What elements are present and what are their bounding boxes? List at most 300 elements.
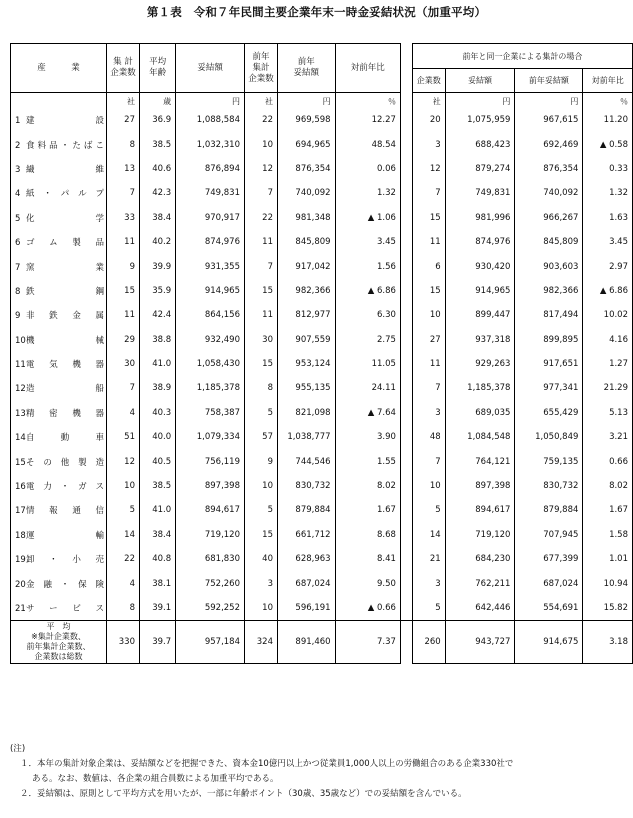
amount-cell: 681,830: [176, 547, 245, 571]
age-cell: 38.9: [140, 376, 176, 400]
prev-companies-cell: 15: [245, 279, 278, 303]
yoy-cell: 24.11: [335, 376, 400, 400]
same-yoy-cell: 1.58: [583, 523, 633, 547]
same-yoy-cell: 1.67: [583, 498, 633, 522]
column-gap: [400, 279, 412, 303]
table-row: [11, 303, 633, 327]
industry-name: 窯 業: [26, 262, 104, 273]
prev-companies-cell: 10: [245, 132, 278, 156]
same-amount-cell: 688,423: [445, 132, 515, 156]
same-amount-cell: 879,274: [445, 157, 515, 181]
same-prev-amount-cell: 977,341: [515, 376, 583, 400]
note-2: ２．妥結額は、原則として平均方式を用いたが、一部に年齢ポイント（30歳、35歳など）での妥結額を含んでいる。: [20, 789, 467, 799]
table-row: [11, 181, 633, 205]
col-group-same-companies: 前年と同一企業による集計の場合: [412, 44, 632, 69]
prev-amount-cell: 879,884: [278, 498, 336, 522]
col-header-amount: 妥結額: [176, 44, 245, 93]
industry-cell: [11, 157, 107, 181]
average-amount: 957,184: [176, 621, 245, 664]
same-yoy-cell: 0.33: [583, 157, 633, 181]
amount-cell: 1,088,584: [176, 108, 245, 132]
amount-cell: 1,058,430: [176, 352, 245, 376]
age-cell: 41.0: [140, 352, 176, 376]
amount-cell: 864,156: [176, 303, 245, 327]
same-prev-amount-cell: 677,399: [515, 547, 583, 571]
same-companies-cell: 5: [412, 498, 445, 522]
prev-amount-cell: 969,598: [278, 108, 336, 132]
industry-cell: [11, 132, 107, 156]
amount-cell: 749,831: [176, 181, 245, 205]
unit-cell: 円: [515, 93, 583, 109]
column-gap: [400, 181, 412, 205]
same-companies-cell: 11: [412, 352, 445, 376]
same-companies-cell: 7: [412, 181, 445, 205]
industry-number: 2: [15, 140, 21, 151]
same-amount-cell: 899,447: [445, 303, 515, 327]
industry-name: 化 学: [26, 213, 104, 224]
age-cell: 40.3: [140, 401, 176, 425]
prev-amount-cell: 596,191: [278, 596, 336, 621]
prev-amount-cell: 1,038,777: [278, 425, 336, 449]
industry-number: 6: [15, 238, 21, 249]
prev-companies-cell: 9: [245, 449, 278, 473]
same-companies-cell: 10: [412, 303, 445, 327]
unit-cell: 社: [245, 93, 278, 109]
same-yoy-cell: 3.21: [583, 425, 633, 449]
prev-companies-cell: 22: [245, 206, 278, 230]
industry-name: 建 設: [26, 116, 104, 127]
industry-number: 20: [15, 579, 26, 590]
companies-cell: 12: [107, 449, 140, 473]
industry-name: 機 械: [26, 335, 104, 346]
industry-cell: [11, 303, 107, 327]
column-gap: [400, 108, 412, 132]
same-amount-cell: 642,446: [445, 596, 515, 621]
industry-cell: [11, 547, 107, 571]
industry-name: 紙・パルプ: [26, 189, 104, 200]
same-prev-amount-cell: 687,024: [515, 571, 583, 595]
column-gap: [400, 254, 412, 278]
companies-cell: 30: [107, 352, 140, 376]
unit-cell: [11, 93, 107, 109]
column-gap: [400, 425, 412, 449]
column-gap: [400, 206, 412, 230]
amount-cell: 719,120: [176, 523, 245, 547]
prev-companies-cell: 8: [245, 376, 278, 400]
same-prev-amount-cell: 879,884: [515, 498, 583, 522]
industry-number: 17: [15, 506, 26, 517]
same-prev-amount-cell: 707,945: [515, 523, 583, 547]
amount-cell: 1,032,310: [176, 132, 245, 156]
table-row: [11, 376, 633, 400]
industry-cell: [11, 181, 107, 205]
note-1: １．本年の集計対象企業は、妥結額などを把握できた、資本金10億円以上かつ従業員1,000人以上の労働組合のある企業330社で: [20, 759, 514, 769]
industry-number: 12: [15, 384, 26, 395]
same-amount-cell: 981,996: [445, 206, 515, 230]
industry-name: 繊 維: [26, 164, 104, 175]
same-prev-amount-cell: 759,135: [515, 449, 583, 473]
notes: [10, 742, 625, 802]
same-prev-amount-cell: 1,050,849: [515, 425, 583, 449]
column-gap: [400, 401, 412, 425]
prev-amount-cell: 876,354: [278, 157, 336, 181]
companies-cell: 14: [107, 523, 140, 547]
industry-cell: [11, 596, 107, 621]
industry-name: その他製造: [26, 457, 104, 468]
table-row: [11, 254, 633, 278]
yoy-cell: ▲ 6.86: [335, 279, 400, 303]
prev-companies-cell: 7: [245, 254, 278, 278]
industry-number: 3: [15, 164, 21, 175]
table-row: [11, 474, 633, 498]
table-row: [11, 401, 633, 425]
age-cell: 40.0: [140, 425, 176, 449]
industry-cell: [11, 425, 107, 449]
age-cell: 38.5: [140, 474, 176, 498]
companies-cell: 33: [107, 206, 140, 230]
same-yoy-cell: 2.97: [583, 254, 633, 278]
age-cell: 35.9: [140, 279, 176, 303]
same-amount-cell: 1,075,959: [445, 108, 515, 132]
average-age: 39.7: [140, 621, 176, 664]
prev-amount-cell: 981,348: [278, 206, 336, 230]
yoy-cell: 6.30: [335, 303, 400, 327]
column-gap: [400, 132, 412, 156]
yoy-cell: 1.55: [335, 449, 400, 473]
average-label: 平 均 ※集計企業数、 前年集計企業数、 企業数は総数: [11, 621, 107, 664]
industry-number: 15: [15, 457, 26, 468]
table-row: [11, 108, 633, 132]
same-yoy-cell: 1.27: [583, 352, 633, 376]
prev-amount-cell: 982,366: [278, 279, 336, 303]
same-prev-amount-cell: 917,651: [515, 352, 583, 376]
column-gap: [400, 449, 412, 473]
table-row: [11, 206, 633, 230]
companies-cell: 15: [107, 279, 140, 303]
same-prev-amount-cell: 740,092: [515, 181, 583, 205]
industry-name: 卸・小売: [26, 555, 104, 566]
same-companies-cell: 15: [412, 206, 445, 230]
companies-cell: 13: [107, 157, 140, 181]
table-row: [11, 523, 633, 547]
industry-cell: [11, 571, 107, 595]
amount-cell: 970,917: [176, 206, 245, 230]
industry-cell: [11, 498, 107, 522]
yoy-cell: 2.75: [335, 328, 400, 352]
col-header-same-yoy: 対前年比: [583, 69, 633, 93]
industry-number: 8: [15, 286, 21, 297]
industry-cell: [11, 254, 107, 278]
age-cell: 40.2: [140, 230, 176, 254]
same-companies-cell: 3: [412, 132, 445, 156]
table-row: [11, 157, 633, 181]
note-1-continued: ある。なお、数値は、各企業の組合員数による加重平均である。: [32, 774, 279, 784]
prev-amount-cell: 917,042: [278, 254, 336, 278]
amount-cell: 897,398: [176, 474, 245, 498]
same-amount-cell: 764,121: [445, 449, 515, 473]
prev-companies-cell: 30: [245, 328, 278, 352]
same-prev-amount-cell: 967,615: [515, 108, 583, 132]
industry-name: ゴム製品: [26, 238, 104, 249]
industry-number: 7: [15, 262, 21, 273]
prev-amount-cell: 694,965: [278, 132, 336, 156]
industry-name: 非鉄金属: [26, 311, 104, 322]
age-cell: 38.4: [140, 206, 176, 230]
same-companies-cell: 5: [412, 596, 445, 621]
yoy-cell: 1.32: [335, 181, 400, 205]
same-amount-cell: 937,318: [445, 328, 515, 352]
yoy-cell: 3.45: [335, 230, 400, 254]
industry-name: 電気機器: [26, 360, 104, 371]
same-companies-cell: 14: [412, 523, 445, 547]
same-companies-cell: 12: [412, 157, 445, 181]
industry-cell: [11, 108, 107, 132]
prev-companies-cell: 11: [245, 230, 278, 254]
age-cell: 41.0: [140, 498, 176, 522]
same-amount-cell: 719,120: [445, 523, 515, 547]
same-amount-cell: 1,185,378: [445, 376, 515, 400]
age-cell: 38.8: [140, 328, 176, 352]
column-gap: [400, 498, 412, 522]
companies-cell: 29: [107, 328, 140, 352]
same-companies-cell: 15: [412, 279, 445, 303]
companies-cell: 4: [107, 571, 140, 595]
same-amount-cell: 930,420: [445, 254, 515, 278]
average-same-amount: 943,727: [445, 621, 515, 664]
same-yoy-cell: 4.16: [583, 328, 633, 352]
col-header-prev-companies: 前年 集計 企業数: [245, 44, 278, 93]
table-row: [11, 230, 633, 254]
prev-companies-cell: 5: [245, 498, 278, 522]
industry-number: 14: [15, 433, 26, 444]
column-gap: [400, 328, 412, 352]
yoy-cell: 0.06: [335, 157, 400, 181]
prev-companies-cell: 10: [245, 474, 278, 498]
companies-cell: 51: [107, 425, 140, 449]
unit-row: [11, 93, 633, 109]
same-amount-cell: 749,831: [445, 181, 515, 205]
amount-cell: 914,965: [176, 279, 245, 303]
companies-cell: 7: [107, 376, 140, 400]
prev-companies-cell: 12: [245, 157, 278, 181]
table-row: [11, 328, 633, 352]
industry-cell: [11, 279, 107, 303]
prev-amount-cell: 955,135: [278, 376, 336, 400]
same-prev-amount-cell: 830,732: [515, 474, 583, 498]
unit-cell: 円: [445, 93, 515, 109]
same-companies-cell: 48: [412, 425, 445, 449]
companies-cell: 8: [107, 596, 140, 621]
prev-amount-cell: 821,098: [278, 401, 336, 425]
companies-cell: 10: [107, 474, 140, 498]
yoy-cell: 8.68: [335, 523, 400, 547]
industry-cell: [11, 352, 107, 376]
same-prev-amount-cell: 966,267: [515, 206, 583, 230]
age-cell: 42.3: [140, 181, 176, 205]
same-yoy-cell: 15.82: [583, 596, 633, 621]
yoy-cell: 12.27: [335, 108, 400, 132]
prev-amount-cell: 907,559: [278, 328, 336, 352]
table-row: [11, 279, 633, 303]
same-yoy-cell: 1.32: [583, 181, 633, 205]
yoy-cell: 11.05: [335, 352, 400, 376]
prev-companies-cell: 15: [245, 523, 278, 547]
industry-name: 情報通信: [26, 506, 104, 517]
same-amount-cell: 914,965: [445, 279, 515, 303]
prev-amount-cell: 744,546: [278, 449, 336, 473]
average-same-companies: 260: [412, 621, 445, 664]
same-prev-amount-cell: 692,469: [515, 132, 583, 156]
amount-cell: 931,355: [176, 254, 245, 278]
column-gap: [400, 596, 412, 621]
column-gap: [400, 44, 412, 93]
companies-cell: 5: [107, 498, 140, 522]
yoy-cell: 3.90: [335, 425, 400, 449]
table-row: [11, 596, 633, 621]
companies-cell: 27: [107, 108, 140, 132]
same-companies-cell: 3: [412, 401, 445, 425]
same-yoy-cell: 10.94: [583, 571, 633, 595]
col-header-prev-amount: 前年 妥結額: [278, 44, 336, 93]
companies-cell: 8: [107, 132, 140, 156]
prev-amount-cell: 740,092: [278, 181, 336, 205]
industry-cell: [11, 206, 107, 230]
column-gap: [400, 621, 412, 664]
yoy-cell: ▲ 7.64: [335, 401, 400, 425]
column-gap: [400, 303, 412, 327]
age-cell: 40.8: [140, 547, 176, 571]
same-yoy-cell: ▲ 0.58: [583, 132, 633, 156]
unit-cell: ％: [335, 93, 400, 109]
prev-companies-cell: 3: [245, 571, 278, 595]
average-same-prev-amount: 914,675: [515, 621, 583, 664]
industry-number: 10: [15, 335, 26, 346]
age-cell: 42.4: [140, 303, 176, 327]
column-gap: [400, 230, 412, 254]
amount-cell: 932,490: [176, 328, 245, 352]
table-row: [11, 132, 633, 156]
industry-number: 16: [15, 482, 26, 493]
industry-number: 4: [15, 189, 21, 200]
same-prev-amount-cell: 655,429: [515, 401, 583, 425]
companies-cell: 9: [107, 254, 140, 278]
yoy-cell: ▲ 0.66: [335, 596, 400, 621]
column-gap: [400, 157, 412, 181]
same-companies-cell: 21: [412, 547, 445, 571]
column-gap: [400, 474, 412, 498]
companies-cell: 7: [107, 181, 140, 205]
age-cell: 40.5: [140, 449, 176, 473]
same-companies-cell: 7: [412, 449, 445, 473]
yoy-cell: 8.02: [335, 474, 400, 498]
same-yoy-cell: 3.45: [583, 230, 633, 254]
industry-number: 1: [15, 116, 21, 127]
industry-cell: [11, 401, 107, 425]
industry-number: 19: [15, 555, 26, 566]
same-prev-amount-cell: 554,691: [515, 596, 583, 621]
industry-cell: [11, 376, 107, 400]
same-companies-cell: 6: [412, 254, 445, 278]
same-companies-cell: 20: [412, 108, 445, 132]
same-amount-cell: 894,617: [445, 498, 515, 522]
table-row: [11, 352, 633, 376]
industry-name: 造 船: [26, 384, 104, 395]
same-amount-cell: 874,976: [445, 230, 515, 254]
same-yoy-cell: 21.29: [583, 376, 633, 400]
same-amount-cell: 1,084,548: [445, 425, 515, 449]
same-yoy-cell: 1.63: [583, 206, 633, 230]
prev-amount-cell: 830,732: [278, 474, 336, 498]
companies-cell: 22: [107, 547, 140, 571]
amount-cell: 756,119: [176, 449, 245, 473]
table-row: [11, 449, 633, 473]
table-row: [11, 425, 633, 449]
industry-cell: [11, 474, 107, 498]
age-cell: 38.4: [140, 523, 176, 547]
yoy-cell: ▲ 1.06: [335, 206, 400, 230]
industry-name: 電力・ガス: [26, 482, 104, 493]
same-companies-cell: 10: [412, 474, 445, 498]
unit-cell: 社: [107, 93, 140, 109]
column-gap: [400, 352, 412, 376]
industry-cell: [11, 449, 107, 473]
industry-name: 精密機器: [26, 408, 104, 419]
prev-companies-cell: 5: [245, 401, 278, 425]
same-amount-cell: 929,263: [445, 352, 515, 376]
average-companies: 330: [107, 621, 140, 664]
age-cell: 40.6: [140, 157, 176, 181]
industry-number: 9: [15, 311, 21, 322]
age-cell: 39.9: [140, 254, 176, 278]
yoy-cell: 8.41: [335, 547, 400, 571]
table-row: [11, 547, 633, 571]
average-prev-amount: 891,460: [278, 621, 336, 664]
same-prev-amount-cell: 817,494: [515, 303, 583, 327]
amount-cell: 894,617: [176, 498, 245, 522]
amount-cell: 758,387: [176, 401, 245, 425]
industry-name: サービス: [26, 604, 104, 614]
same-yoy-cell: 5.13: [583, 401, 633, 425]
industry-name: 食料品・たばこ: [26, 140, 104, 151]
prev-companies-cell: 40: [245, 547, 278, 571]
amount-cell: 1,079,334: [176, 425, 245, 449]
amount-cell: 592,252: [176, 596, 245, 621]
col-header-same-prev-amount: 前年妥結額: [515, 69, 583, 93]
column-gap: [400, 547, 412, 571]
col-header-companies: 集 計 企業数: [107, 44, 140, 93]
age-cell: 39.1: [140, 596, 176, 621]
prev-amount-cell: 687,024: [278, 571, 336, 595]
same-prev-amount-cell: 845,809: [515, 230, 583, 254]
same-amount-cell: 762,211: [445, 571, 515, 595]
same-yoy-cell: 11.20: [583, 108, 633, 132]
unit-cell: ％: [583, 93, 633, 109]
same-yoy-cell: 1.01: [583, 547, 633, 571]
column-gap: [400, 376, 412, 400]
notes-heading: (注): [10, 744, 26, 754]
yoy-cell: 1.67: [335, 498, 400, 522]
prev-amount-cell: 953,124: [278, 352, 336, 376]
yoy-cell: 1.56: [335, 254, 400, 278]
prev-amount-cell: 812,977: [278, 303, 336, 327]
col-header-same-companies: 企業数: [412, 69, 445, 93]
same-prev-amount-cell: 903,603: [515, 254, 583, 278]
yoy-cell: 48.54: [335, 132, 400, 156]
prev-amount-cell: 845,809: [278, 230, 336, 254]
same-yoy-cell: 0.66: [583, 449, 633, 473]
same-prev-amount-cell: 899,895: [515, 328, 583, 352]
age-cell: 36.9: [140, 108, 176, 132]
